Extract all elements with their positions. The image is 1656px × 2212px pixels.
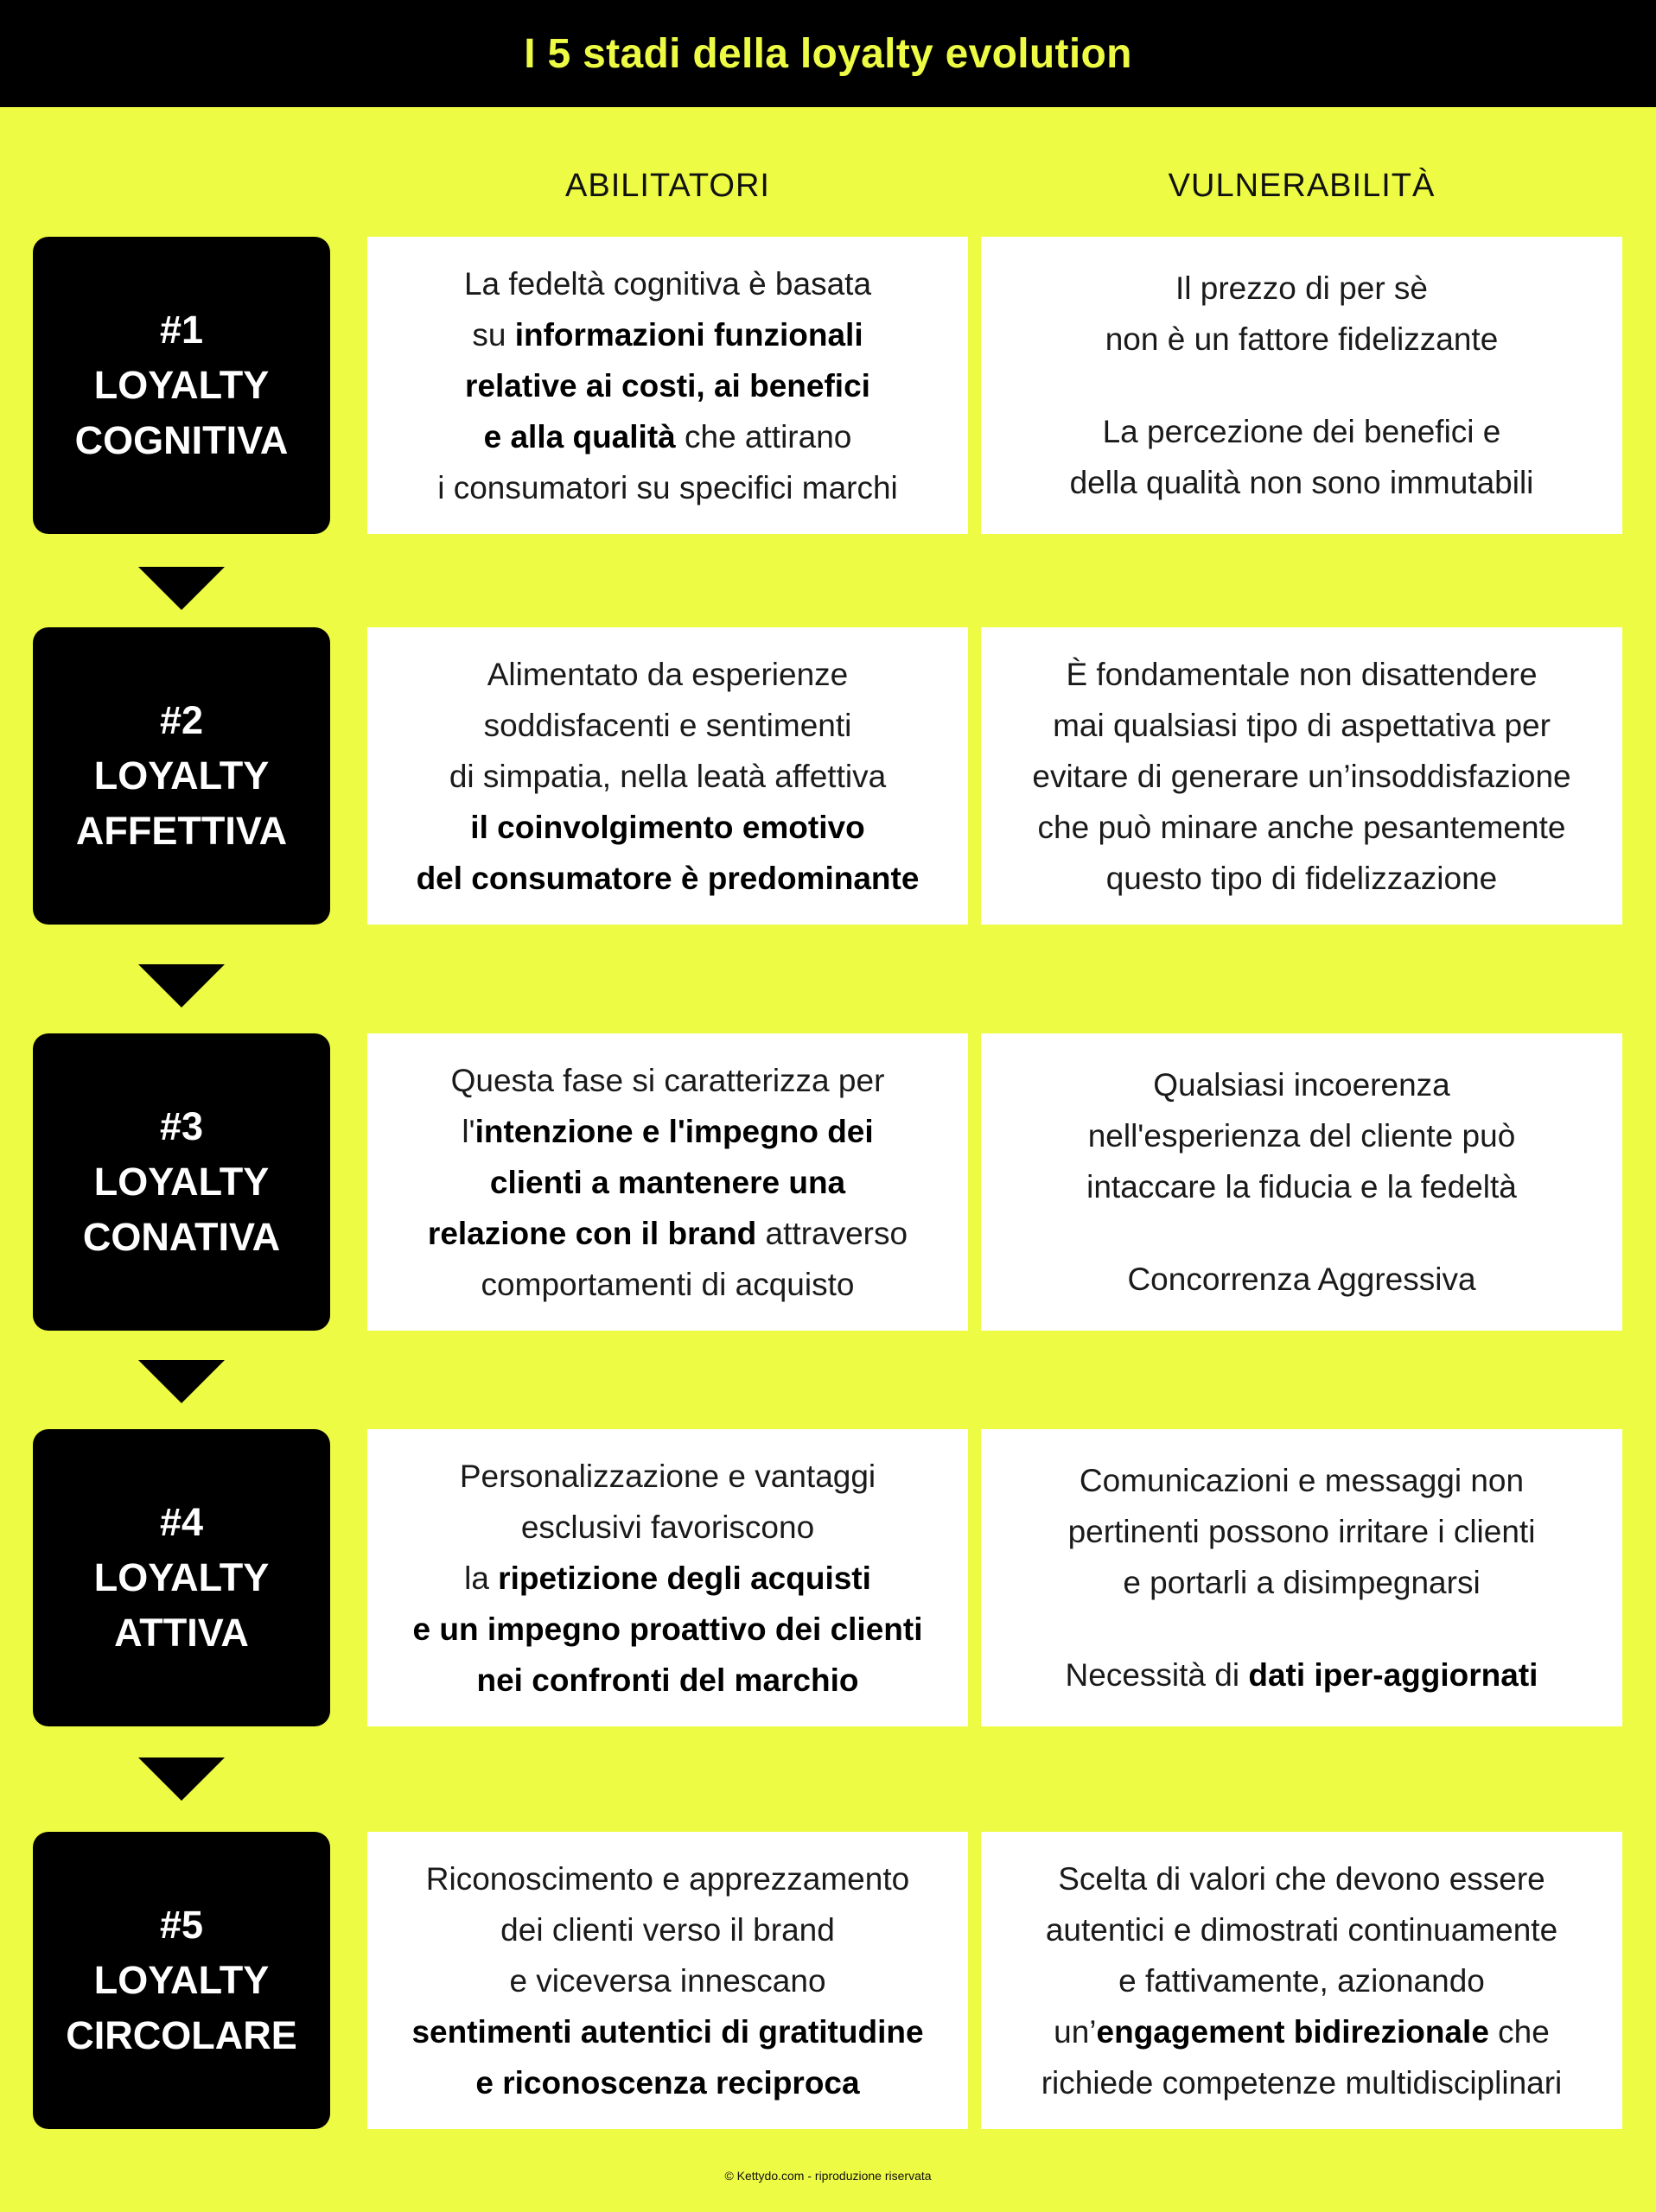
column-header-abilitatori: ABILITATORI: [565, 167, 770, 204]
text-line: [464, 1553, 871, 1604]
stage-title-line: ATTIVA: [114, 1611, 249, 1655]
text-line: questo tipo di fidelizzazione: [1105, 860, 1498, 896]
text-line: e fattivamente, azionando: [1118, 1962, 1485, 1999]
text-line: [417, 853, 920, 904]
text-line: evitare di generare un’insoddisfazione: [1032, 758, 1571, 794]
down-arrow-icon: [138, 567, 225, 610]
text-line: [477, 1655, 859, 1706]
stage-4-vulnerabilita: [981, 1429, 1622, 1726]
text-line: [411, 2006, 923, 2057]
text-line: [1066, 1649, 1538, 1700]
stage-3-abilitatori: [367, 1033, 968, 1331]
text-line: pertinenti possono irritare i clienti: [1067, 1514, 1536, 1549]
text-line: soddisfacenti e sentimenti: [483, 707, 852, 743]
text-line: e portarli a disimpegnarsi: [1123, 1565, 1481, 1600]
bold-text: ripetizione degli acquisti: [498, 1560, 871, 1596]
text-run: attraverso: [756, 1215, 908, 1251]
text-line: intaccare la fiducia e la fedeltà: [1086, 1169, 1517, 1205]
stage-title-line: CIRCOLARE: [66, 2013, 297, 2057]
text-line: della qualità non sono immutabili: [1069, 465, 1534, 500]
stage-5-label: [33, 1832, 330, 2129]
text-line: [465, 360, 870, 411]
text-line: Scelta di valori che devono essere: [1058, 1860, 1545, 1897]
bold-text: clienti a mantenere una: [489, 1164, 846, 1200]
text-line: Qualsiasi incoerenza: [1153, 1067, 1450, 1103]
stage-number: #1: [159, 308, 204, 352]
text-line: Concorrenza Aggressiva: [1127, 1262, 1476, 1297]
bold-text: e un impegno proattivo dei clienti: [412, 1611, 923, 1647]
bold-text: engagement bidirezionale: [1096, 2013, 1489, 2050]
text-line: [1054, 2006, 1550, 2057]
stage-title-line: LOYALTY: [93, 363, 270, 407]
text-line: Alimentato da esperienze: [487, 656, 849, 692]
bold-text: e riconoscenza reciproca: [475, 2064, 860, 2101]
stage-title-line: AFFETTIVA: [75, 809, 288, 853]
bold-text: relative ai costi, ai benefici: [465, 367, 870, 404]
stage-3-vulnerabilita: [981, 1033, 1622, 1331]
text-line: [428, 1208, 908, 1259]
bold-text: relazione con il brand: [427, 1215, 757, 1251]
stage-title-line: LOYALTY: [93, 1160, 270, 1204]
stage-title-line: LOYALTY: [93, 1555, 270, 1599]
stage-number: #5: [159, 1903, 204, 1947]
text-line: [470, 802, 864, 853]
stage-number: #4: [159, 1500, 204, 1544]
text-run: che attirano: [675, 418, 852, 454]
text-line: nell'esperienza del cliente può: [1087, 1118, 1516, 1154]
stage-title-line: LOYALTY: [93, 753, 270, 798]
text-run: un’: [1054, 2013, 1097, 2050]
bold-text: informazioni funzionali: [514, 316, 863, 353]
stage-title-line: COGNITIVA: [74, 418, 289, 462]
text-line: La percezione dei benefici e: [1102, 414, 1501, 449]
bold-text: intenzione e l'impegno dei: [475, 1113, 874, 1149]
text-line: mai qualsiasi tipo di aspettativa per: [1053, 707, 1551, 743]
text-line: Riconoscimento e apprezzamento: [425, 1860, 910, 1897]
stage-number: #3: [159, 1104, 204, 1148]
text-line: Il prezzo di per sè: [1175, 270, 1429, 306]
page-title: I 5 stadi della loyalty evolution: [524, 30, 1132, 77]
stage-title-line: LOYALTY: [93, 1958, 270, 2002]
stage-2-abilitatori: [367, 627, 968, 925]
bold-text: nei confronti del marchio: [476, 1662, 859, 1698]
text-line: Questa fase si caratterizza per: [450, 1062, 885, 1098]
stage-2-vulnerabilita: [981, 627, 1622, 925]
text-line: comportamenti di acquisto: [481, 1266, 855, 1302]
text-line: autentici e dimostrati continuamente: [1045, 1911, 1558, 1948]
text-line: Comunicazioni e messaggi non: [1079, 1463, 1525, 1498]
text-line: i consumatori su specifici marchi: [437, 469, 898, 505]
stage-2-label: [33, 627, 330, 925]
stage-title-line: CONATIVA: [82, 1215, 281, 1259]
text-line: dei clienti verso il brand: [500, 1911, 835, 1948]
text-line: [472, 309, 863, 360]
text-line: [462, 1106, 873, 1157]
text-line: [475, 2057, 859, 2108]
stage-4-abilitatori: [367, 1429, 968, 1726]
text-line: esclusivi favoriscono: [520, 1509, 815, 1545]
stage-1-label: [33, 237, 330, 534]
text-line: di simpatia, nella leatà affettiva: [449, 758, 887, 794]
text-line: [490, 1157, 845, 1208]
stage-4-label: [33, 1429, 330, 1726]
down-arrow-icon: [138, 1758, 225, 1801]
text-line: che può minare anche pesantemente: [1037, 809, 1566, 845]
page-header: [0, 0, 1656, 107]
stage-number: #2: [159, 698, 204, 742]
text-line: e viceversa innescano: [509, 1962, 826, 1999]
text-run: su: [472, 316, 515, 353]
bold-text: e alla qualità: [483, 418, 676, 454]
text-run: che: [1488, 2013, 1550, 2050]
stage-1-vulnerabilita: [981, 237, 1622, 534]
bold-text: il coinvolgimento emotivo: [470, 809, 865, 845]
text-line: [413, 1604, 923, 1655]
copyright-footer: © Kettydo.com - riproduzione riservata: [724, 2169, 932, 2183]
stage-3-label: [33, 1033, 330, 1331]
stage-5-vulnerabilita: [981, 1832, 1622, 2129]
down-arrow-icon: [138, 1360, 225, 1403]
text-run: l': [462, 1113, 475, 1149]
text-line: È fondamentale non disattendere: [1066, 656, 1538, 692]
down-arrow-icon: [138, 964, 225, 1007]
bold-text: del consumatore è predominante: [416, 860, 920, 896]
text-line: non è un fattore fidelizzante: [1105, 321, 1499, 357]
text-line: Personalizzazione e vantaggi: [459, 1458, 876, 1494]
text-run: Necessità di: [1065, 1657, 1249, 1693]
column-header-vulnerabilita: VULNERABILITÀ: [1168, 167, 1436, 204]
bold-text: dati iper-aggiornati: [1248, 1657, 1538, 1693]
stage-1-abilitatori: [367, 237, 968, 534]
bold-text: sentimenti autentici di gratitudine: [411, 2013, 924, 2050]
stage-5-abilitatori: [367, 1832, 968, 2129]
text-line: La fedeltà cognitiva è basata: [463, 265, 872, 302]
text-line: richiede competenze multidisciplinari: [1041, 2064, 1563, 2101]
text-run: la: [464, 1560, 499, 1596]
text-line: [484, 411, 852, 462]
